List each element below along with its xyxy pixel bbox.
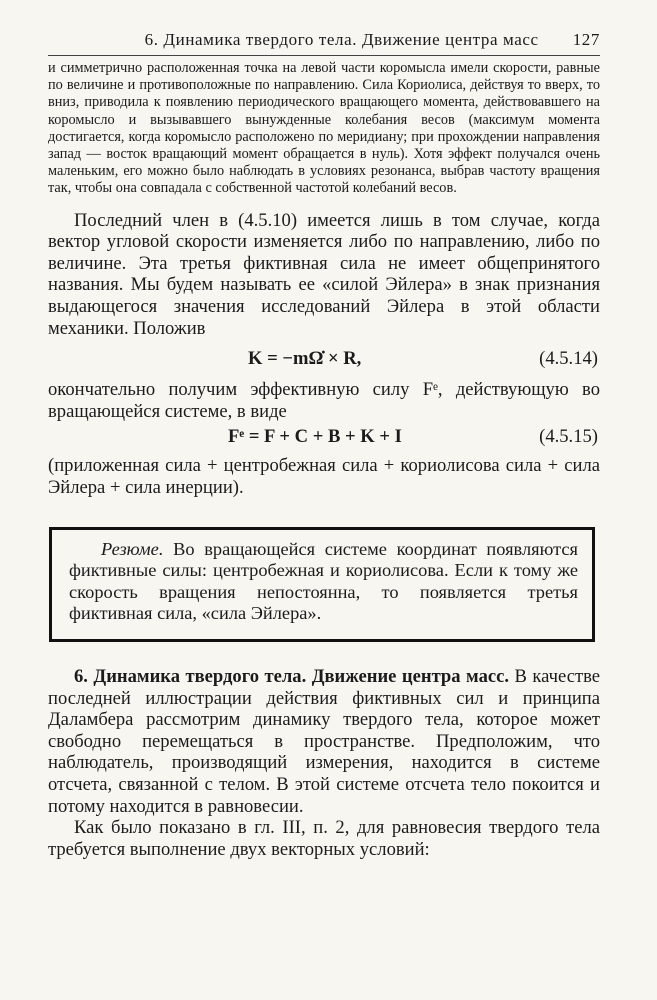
equation-number: (4.5.14) [539, 348, 598, 370]
section-paragraph [48, 666, 600, 817]
paragraph-force-list: (приложенная сила + центробежная сила + кориолисова сила + сила Эйлера + сила инерции). [48, 455, 600, 498]
summary-text [69, 539, 578, 625]
main-text [48, 210, 600, 340]
summary-label: Резюме. [101, 538, 164, 559]
section-rigid-body [48, 666, 600, 860]
section-heading: 6. Динамика твердого тела. Движение центра масс. [74, 665, 510, 687]
equation-expression: K = −mΩ̇ × R, [248, 348, 362, 370]
main-text-3 [48, 455, 600, 498]
paragraph-euler-force: Последний член в (4.5.10) имеется лишь в том случае, когда вектор угловой скорости изменяется либо по направлению, либо по величине. Эта третья фиктивная сила не имеет общепринятого названия. Мы будем называть ее «силой Эйлера» в знак признания выдающегося значения исследований Эйлера в этой области механики. Положив [48, 209, 600, 339]
small-print-paragraph [48, 60, 600, 198]
equation-4-5-14 [48, 348, 600, 374]
equation-expression: Fᵉ = F + C + B + K + I [228, 426, 402, 448]
header-title: 6. Динамика твердого тела. Движение центра масс [144, 30, 539, 49]
summary-body: Во вращающейся системе координат появляются фиктивные силы: центробежная и кориолисова. Если к тому же скорость вращения непостоянна, то появляется третья фиктивная сила, «сила Эйлера». [69, 538, 578, 624]
summary-box [49, 527, 595, 642]
paragraph-effective-force: окончательно получим эффективную силу Fᵉ, действующую во вращающейся системе, в виде [48, 379, 600, 422]
small-print-text: и симметрично расположенная точка на левой части коромысла имели скорости, равные по величине и противоположные по направлению. Сила Кориолиса, действуя то вверх, то вниз, приводила к появлению периодического вращающего момента, действовавшего на коромысло и вызывавшего вынужденные колебания весов (максимум момента достигается, когда коромысло расположено по меридиану; при прохождении направления запад — восток вращающий момент обращается в нуль). Хотя эффект получался очень маленьким, его можно было наблюдать в условиях резонанса, выбрав частоту вращения так, чтобы она совпадала с собственной частотой колебаний весов. [48, 60, 600, 197]
running-header [48, 30, 600, 56]
section-body: В качестве последней иллюстрации действия фиктивных сил и принципа Даламбера рассмотрим динамику твердого тела, которое может свободно перемещаться в пространстве. Предположим, что наблюдатель, производящий измерения, находится в системе отсчета, связанной с телом. В этой системе отсчета тело покоится и потому находится в равновесии. [48, 665, 600, 817]
equation-4-5-15 [48, 426, 600, 452]
book-page [48, 30, 600, 860]
section-paragraph-2: Как было показано в гл. III, п. 2, для равновесия твердого тела требуется выполнение двух векторных условий: [48, 817, 600, 860]
main-text-2 [48, 379, 600, 422]
page-number: 127 [572, 30, 600, 49]
equation-number: (4.5.15) [539, 426, 598, 448]
